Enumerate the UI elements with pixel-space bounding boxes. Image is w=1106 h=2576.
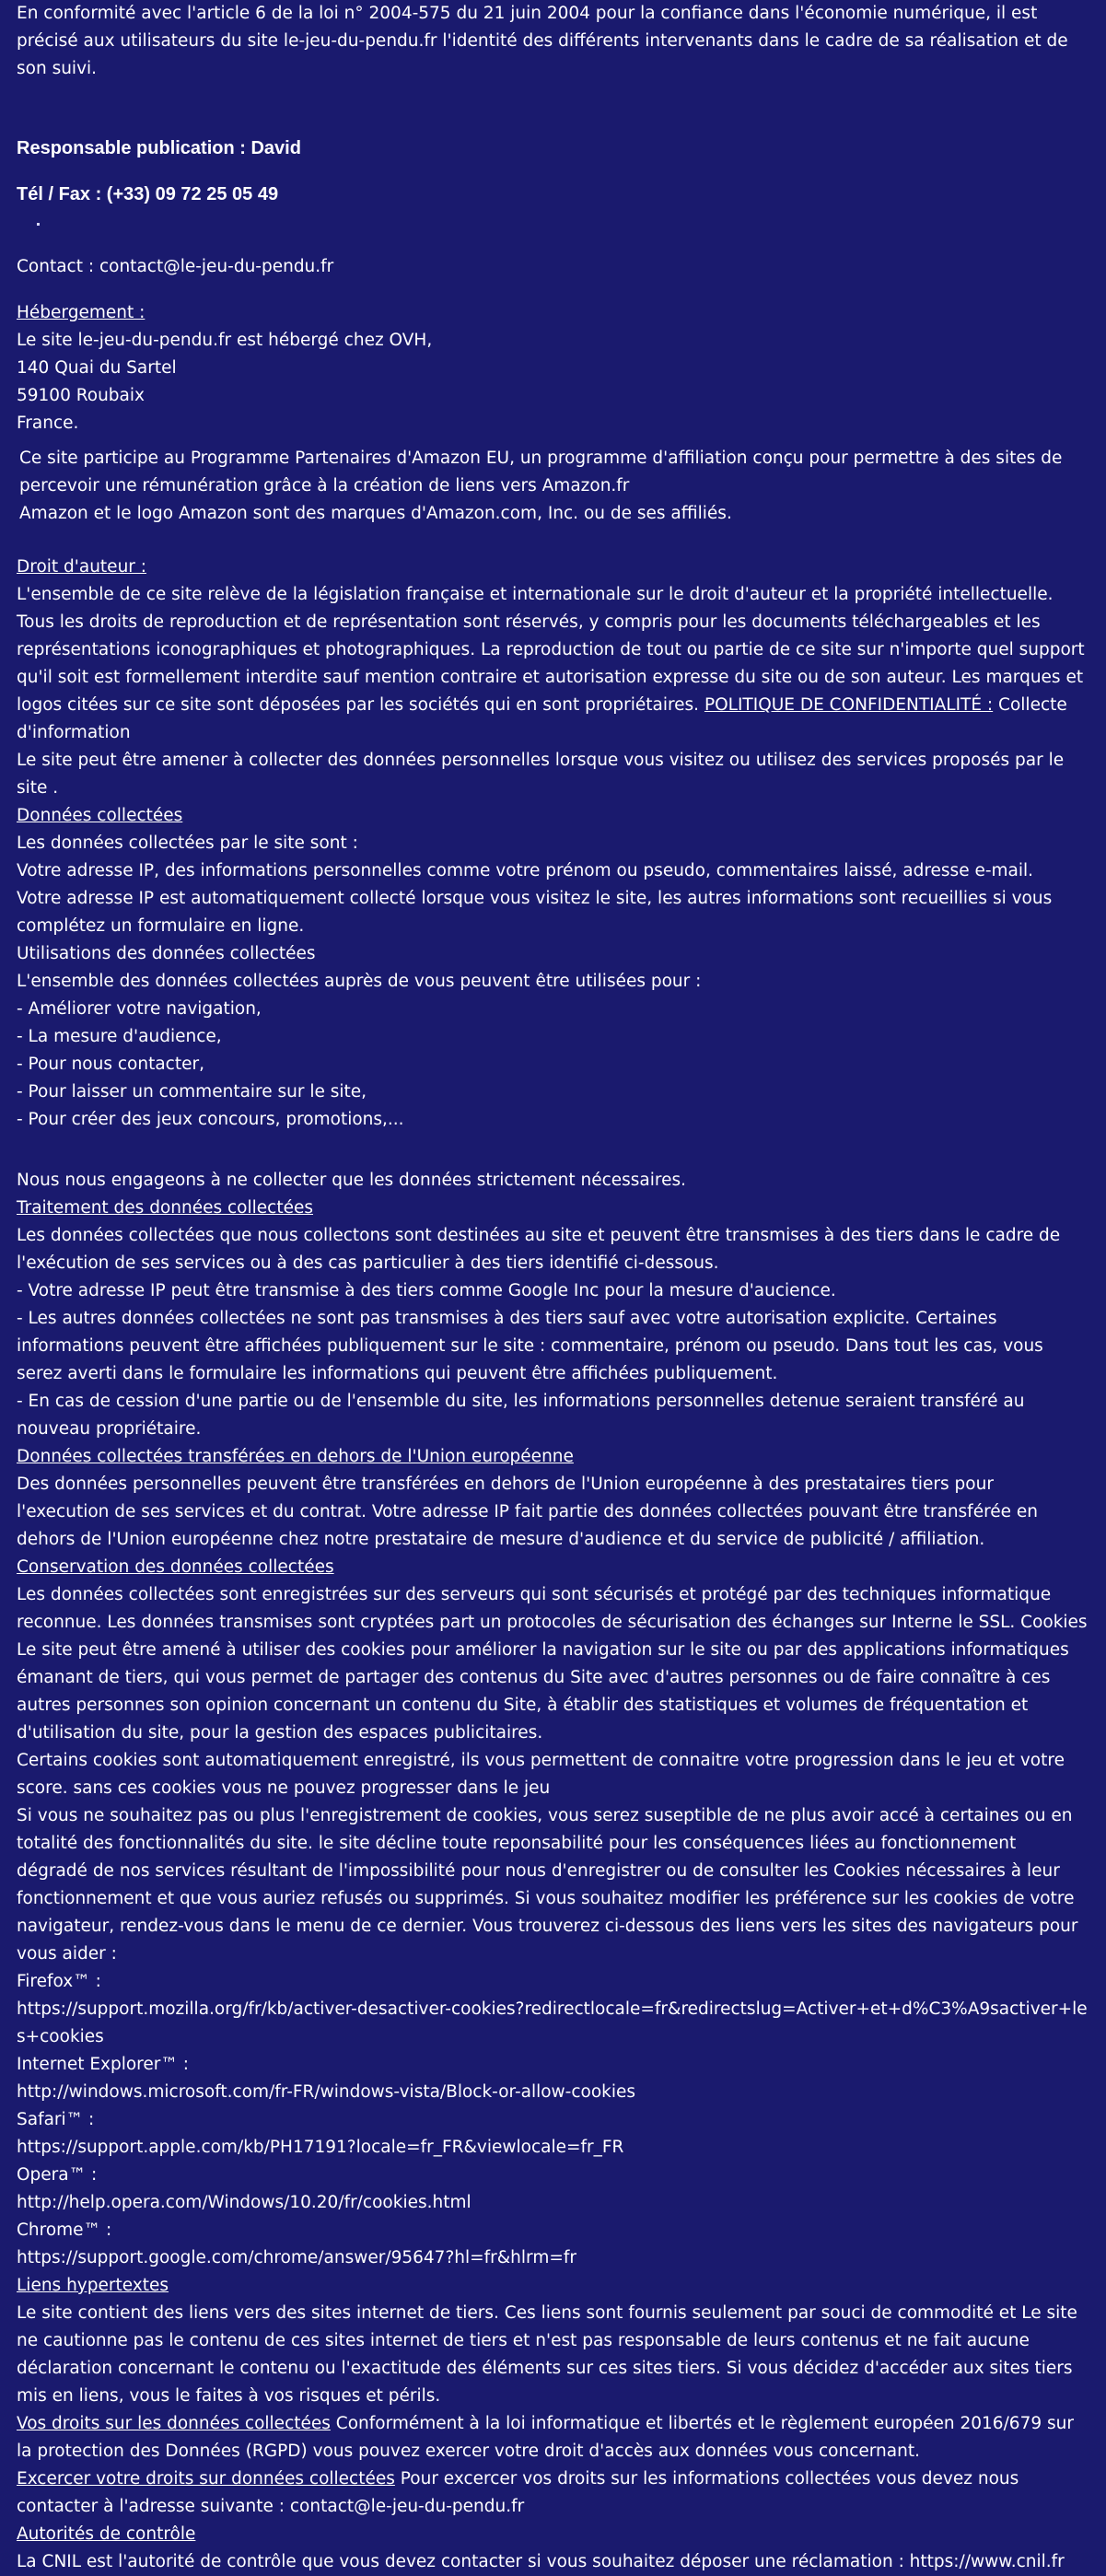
browser-firefox-link[interactable]: https://support.mozilla.org/fr/kb/activer-desactiver-cookies?redirectlocale=fr&redirectslug=Activer+et+d%C3%A9sactiver+les+cookies xyxy=(17,1999,1088,2046)
exercise-heading: Excercer votre droits sur données collectées xyxy=(17,2469,395,2489)
commitment-text: Nous nous engageons à ne collecter que les données strictement nécessaires. xyxy=(17,1171,687,1190)
transfer-heading: Données collectées transférées en dehors de l'Union européenne xyxy=(17,1447,574,1466)
data-line: - Pour nous contacter, xyxy=(17,1055,204,1074)
copyright-heading: Droit d'auteur : xyxy=(17,557,147,577)
retention-line: Le site peut être amené à utiliser des cookies pour améliorer la navigation sur le site ou par des applications informatiques émanant de tiers, qui vous permet de partager des contenus du Site avec d'autres personnes ou de faire connaître à ces autres personnes son opinion concernant un contenu du Site, à établir des statistiques et volumes de fréquentation et d'utilisation du site, pour la gestion des espaces publicitaires. xyxy=(17,1640,1069,1743)
retention-line: Certains cookies sont automatiquement enregistré, ils vous permettent de connaitre votre progression dans le jeu et votre score. sans ces cookies vous ne pouvez progresser dans le jeu xyxy=(17,1751,1065,1798)
browser-firefox-name: Firefox™ : xyxy=(17,1972,101,1991)
collect-text: Le site peut être amener à collecter des données personnelles lorsque vous visitez ou utilisez des services proposés par le site . xyxy=(17,751,1065,798)
hosting-line: 59100 Roubaix xyxy=(17,386,145,405)
data-line: Votre adresse IP, des informations personnelles comme votre prénom ou pseudo, commentaires laissé, adresse e-mail. xyxy=(17,861,1034,880)
retention-line: Si vous ne souhaitez pas ou plus l'enregistrement de cookies, vous serez suseptible de ne plus avoir accé à certaines ou en totalité des fonctionnalités du site. le site décline toute reponsabilité pour les conséquences liées au fonctionnement dégradé de nos services résultant de l'impossibilité pour nous d'enregistrer ou de consulter les Cookies nécessaires à leur fonctionnement et que vous auriez refusés ou supprimés. Si vous souhaitez modifier les préférence sur les cookies de votre navigateur, rendez-vous dans le menu de ce dernier. Vous trouverez ci-dessous des liens vers les sites des navigateurs pour vous aider : xyxy=(17,1806,1078,1964)
data-line: Les données collectées par le site sont : xyxy=(17,833,358,853)
browser-ie-link[interactable]: http://windows.microsoft.com/fr-FR/windows-vista/Block-or-allow-cookies xyxy=(17,2082,636,2102)
copyright-text xyxy=(17,581,1089,747)
rights-text: Conformément à la loi informatique et libertés et le règlement européen 2016/679 sur la protection des Données (RGPD) vous pouvez exercer votre droit d'accès aux données vous concernant. xyxy=(17,2414,1074,2461)
copyright-body: L'ensemble de ce site relève de la législation française et internationale sur le droit d'auteur et la propriété intellectuelle. Tous les droits de reproduction et de représentation sont réservés, y compris pour les documents téléchargeables et les représentations iconographiques et photographiques. La reproduction de tout ou partie de ce site sur n'importe quel support qu'il soit est formellement interdite sauf mention contraire et autorisation expresse du site ou de son auteur. Les marques et logos citées sur ce site sont déposées par les sociétés qui en sont propriétaires. xyxy=(17,585,1085,715)
retention-line: Les données collectées sont enregistrées sur des serveurs qui sont sécurisés et protégé par des techniques informatique reconnue. Les données transmises sont cryptées part un protocoles de sécurisation des échanges sur Interne le SSL. Cookies xyxy=(17,1585,1088,1632)
processing-line: - Les autres données collectées ne sont pas transmises à des tiers sauf avec votre autorisation explicite. Certaines informations peuvent être affichées publiquement sur le site : commentaire, prénom ou pseudo. Dans tout les cas, vous serez averti dans le formulaire les informations qui peuvent être affichées publiquement. xyxy=(17,1309,1043,1383)
dot-mark xyxy=(37,223,40,226)
data-line: - La mesure d'audience, xyxy=(17,1027,222,1046)
privacy-tail: Collecte d'information xyxy=(17,695,1067,742)
authority-text: La CNIL est l'autorité de contrôle que vous devez contacter si vous souhaitez déposer une réclamation : https://www.cnil.fr xyxy=(17,2552,1065,2571)
data-line: - Pour laisser un commentaire sur le site, xyxy=(17,1082,367,1102)
publisher-line: Responsable publication : David xyxy=(17,138,301,158)
intro-text: En conformité avec l'article 6 de la loi n° 2004-575 du 21 juin 2004 pour la confiance dans l'économie numérique, il est précisé aux utilisateurs du site le-jeu-du-pendu.fr l'identité des différents intervenants dans le cadre de sa réalisation et de son suivi. xyxy=(17,4,1068,78)
rights-paragraph xyxy=(17,2410,1089,2465)
hosting-heading: Hébergement : xyxy=(17,303,146,322)
privacy-heading: POLITIQUE DE CONFIDENTIALITÉ : xyxy=(704,695,994,715)
rights-heading: Vos droits sur les données collectées xyxy=(17,2414,331,2433)
data-line: Utilisations des données collectées xyxy=(17,944,316,963)
authority-heading: Autorités de contrôle xyxy=(17,2524,196,2544)
hosting-line: France. xyxy=(17,414,79,433)
amazon-trademark: Amazon et le logo Amazon sont des marques d'Amazon.com, Inc. ou de ses affiliés. xyxy=(19,504,732,523)
data-line: - Améliorer votre navigation, xyxy=(17,999,262,1019)
exercise-text: Pour excercer vos droits sur les informations collectées vous devez nous contacter à l'adresse suivante : contact@le-jeu-du-pendu.fr xyxy=(17,2469,1019,2516)
data-collected-heading: Données collectées xyxy=(17,806,183,825)
exercise-paragraph xyxy=(17,2465,1089,2521)
phone-line: Tél / Fax : (+33) 09 72 25 05 49 xyxy=(17,184,279,204)
hosting-line: Le site le-jeu-du-pendu.fr est hébergé chez OVH, xyxy=(17,331,433,350)
processing-line: - Votre adresse IP peut être transmise à des tiers comme Google Inc pour la mesure d'aucience. xyxy=(17,1281,836,1300)
transfer-text: Des données personnelles peuvent être transférées en dehors de l'Union européenne à des prestataires tiers pour l'execution de ses services et du contrat. Votre adresse IP fait partie des données collectées pouvant être transférée en dehors de l'Union européenne chez notre prestataire de mesure d'audience et du service de publicité / affiliation. xyxy=(17,1474,1039,1549)
browser-safari-name: Safari™ : xyxy=(17,2110,95,2129)
processing-line: - En cas de cession d'une partie ou de l'ensemble du site, les informations personnelles detenue seraient transféré au nouveau propriétaire. xyxy=(17,1392,1025,1439)
browser-ie-name: Internet Explorer™ : xyxy=(17,2055,189,2074)
hyperlinks-text: Le site contient des liens vers des sites internet de tiers. Ces liens sont fournis seulement par souci de commodité et Le site ne cautionne pas le contenu de ces sites internet de tiers et n'est pas responsable de leurs contenus et ne fait aucune déclaration concernant le contenu ou l'exactitude des éléments sur ces sites tiers. Si vous décidez d'accéder aux sites tiers mis en liens, vous le faites à vos risques et périls. xyxy=(17,2303,1077,2406)
browser-opera-link[interactable]: http://help.opera.com/Windows/10.20/fr/cookies.html xyxy=(17,2193,472,2212)
data-line: Votre adresse IP est automatiquement collecté lorsque vous visitez le site, les autres informations sont recueillies si vous complétez un formulaire en ligne. xyxy=(17,889,1053,936)
browser-opera-name: Opera™ : xyxy=(17,2165,98,2185)
retention-heading: Conservation des données collectées xyxy=(17,1557,334,1577)
browser-chrome-link[interactable]: https://support.google.com/chrome/answer/95647?hl=fr&hlrm=fr xyxy=(17,2248,576,2267)
data-line: - Pour créer des jeux concours, promotions,... xyxy=(17,1110,404,1129)
browser-safari-link[interactable]: https://support.apple.com/kb/PH17191?locale=fr_FR&viewlocale=fr_FR xyxy=(17,2138,624,2157)
browser-chrome-name: Chrome™ : xyxy=(17,2220,112,2240)
data-line: L'ensemble des données collectées auprès de vous peuvent être utilisées pour : xyxy=(17,972,702,991)
contact-line: Contact : contact@le-jeu-du-pendu.fr xyxy=(17,257,334,276)
amazon-text: Ce site participe au Programme Partenaires d'Amazon EU, un programme d'affiliation conçu pour permettre à des sites de percevoir une rémunération grâce à la création de liens vers Amazon.fr xyxy=(19,449,1063,495)
processing-heading: Traitement des données collectées xyxy=(17,1198,313,1218)
hosting-line: 140 Quai du Sartel xyxy=(17,358,177,378)
hyperlinks-heading: Liens hypertextes xyxy=(17,2276,169,2295)
processing-line: Les données collectées que nous collectons sont destinées au site et peuvent être transmises à des tiers dans le cadre de l'exécution de ses services ou à des cas particulier à des tiers identifié ci-dessous. xyxy=(17,1226,1061,1273)
